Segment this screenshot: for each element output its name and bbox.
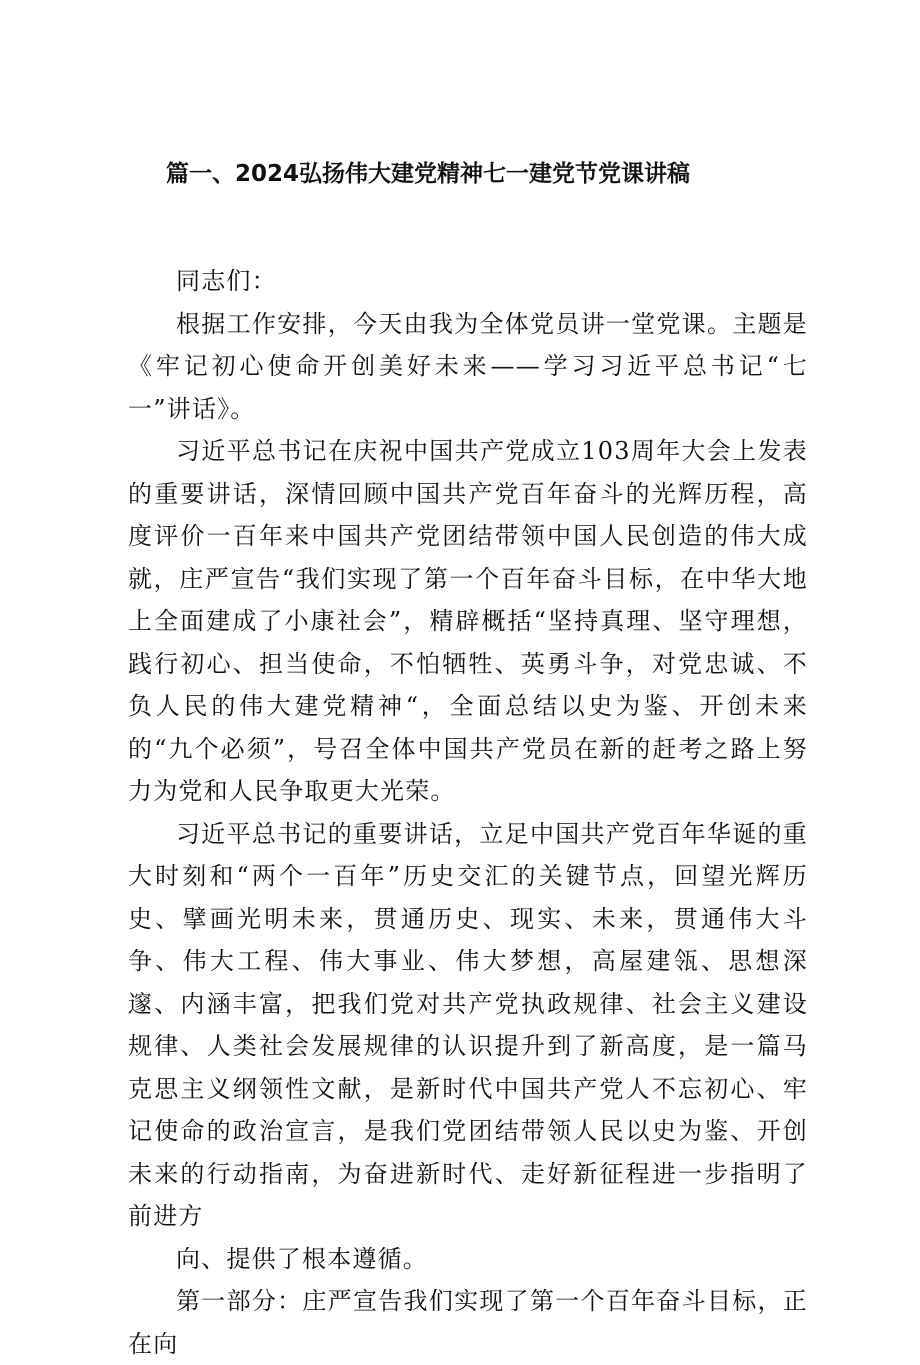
salutation-paragraph: 同志们：	[176, 267, 277, 295]
speech-summary-paragraph: 习近平总书记在庆祝中国共产党成立103周年大会上发表的重要讲话，深情回顾中国共产党百年奋斗的光辉历程，高度评价一百年来中国共产党团结带领中国人民创造的伟大成就，庄严宣告“我们实现了第一个百年奋斗目标，在中华大地上全面建成了小康社会”，精辟概括“坚持真理、坚守理想，践行初心、担当使命，不怕牺牲、英勇斗争，对党忠诚、不负人民的伟大建党精神“，全面总结以史为鉴、开创未来的“九个必须”，号召全体中国共产党员在新的赶考之路上努力为党和人民争取更大光荣。	[128, 437, 808, 805]
speech-significance-paragraph: 习近平总书记的重要讲话，立足中国共产党百年华诞的重大时刻和“两个一百年”历史交汇的关键节点，回望光辉历史、擘画光明未来，贯通历史、现实、未来，贯通伟大斗争、伟大工程、伟大事业、伟大梦想，高屋建瓴、思想深邃、内涵丰富，把我们党对共产党执政规律、社会主义建设规律、人类社会发展规律的认识提升到了新高度，是一篇马克思主义纲领性文献，是新时代中国共产党人不忘初心、牢记使命的政治宣言，是我们党团结带领人民以史为鉴、开创未来的行动指南，为奋进新时代、走好新征程进一步指明了前进方	[128, 819, 808, 1230]
part-one-heading-paragraph: 第一部分：庄严宣告我们实现了第一个百年奋斗目标，正在向	[128, 1287, 808, 1358]
intro-paragraph: 根据工作安排，今天由我为全体党员讲一堂党课。主题是《牢记初心使命开创美好未来——学习习近平总书记“七一”讲话》。	[128, 309, 808, 423]
paragraph-continuation: 向、提供了根本遵循。	[176, 1244, 428, 1273]
document-title: 篇一、2024弘扬伟大建党精神七一建党节党课讲稿	[166, 161, 691, 187]
document-body	[128, 260, 808, 1365]
